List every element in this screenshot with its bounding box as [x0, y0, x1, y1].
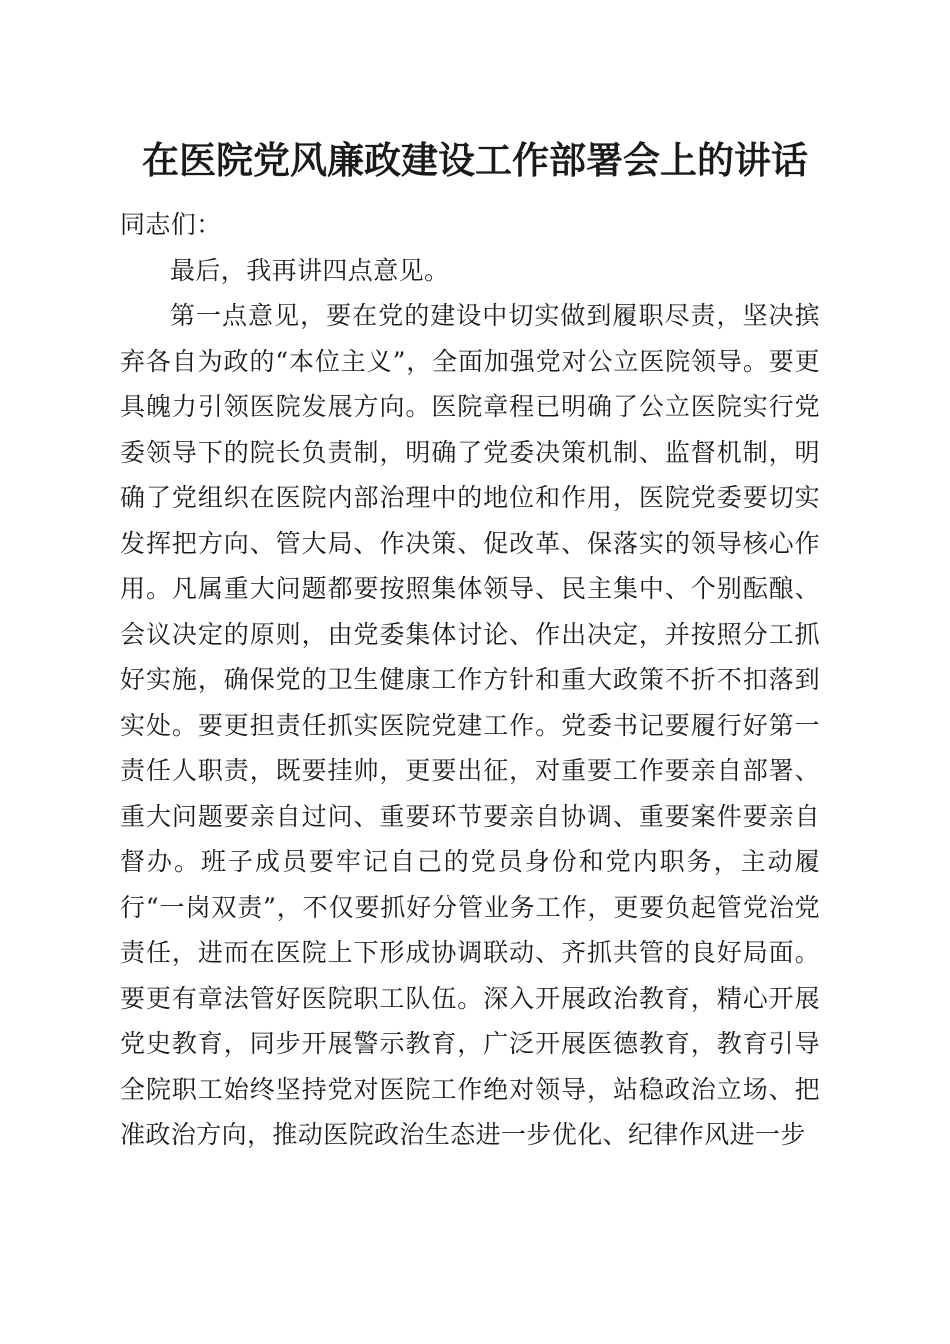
salutation: 同志们：	[120, 210, 222, 239]
paragraph-intro: 最后，我再讲四点意见。	[170, 255, 450, 285]
document-body	[120, 202, 820, 1158]
document-title: 在医院党风廉政建设工作部署会上的讲话	[142, 138, 808, 182]
paragraph-first-opinion: 第一点意见，要在党的建设中切实做到履职尽责，坚决摈弃各自为政的“本位主义”，全面加强党对公立医院领导。要更具魄力引领医院发展方向。医院章程已明确了公立医院实行党委领导下的院长负责制，明确了党委决策机制、监督机制，明确了党组织在医院内部治理中的地位和作用，医院党委要切实发挥把方向、管大局、作决策、促改革、保落实的领导核心作用。凡属重大问题都要按照集体领导、民主集中、个别酝酿、会议决定的原则，由党委集体讨论、作出决定，并按照分工抓好实施，确保党的卫生健康工作方针和重大政策不折不扣落到实处。要更担责任抓实医院党建工作。党委书记要履行好第一责任人职责，既要挂帅，更要出征，对重要工作要亲自部署、重大问题要亲自过问、重要环节要亲自协调、重要案件要亲自督办。班子成员要牢记自己的党员身份和党内职务，主动履行“一岗双责”，不仅要抓好分管业务工作，更要负起管党治党责任，进而在医院上下形成协调联动、齐抓共管的良好局面。要更有章法管好医院职工队伍。深入开展政治教育，精心开展党史教育，同步开展警示教育，广泛开展医德教育，教育引导全院职工始终坚持党对医院工作绝对领导，站稳政治立场、把准政治方向，推动医院政治生态进一步优化、纪律作风进一步	[120, 301, 820, 1149]
